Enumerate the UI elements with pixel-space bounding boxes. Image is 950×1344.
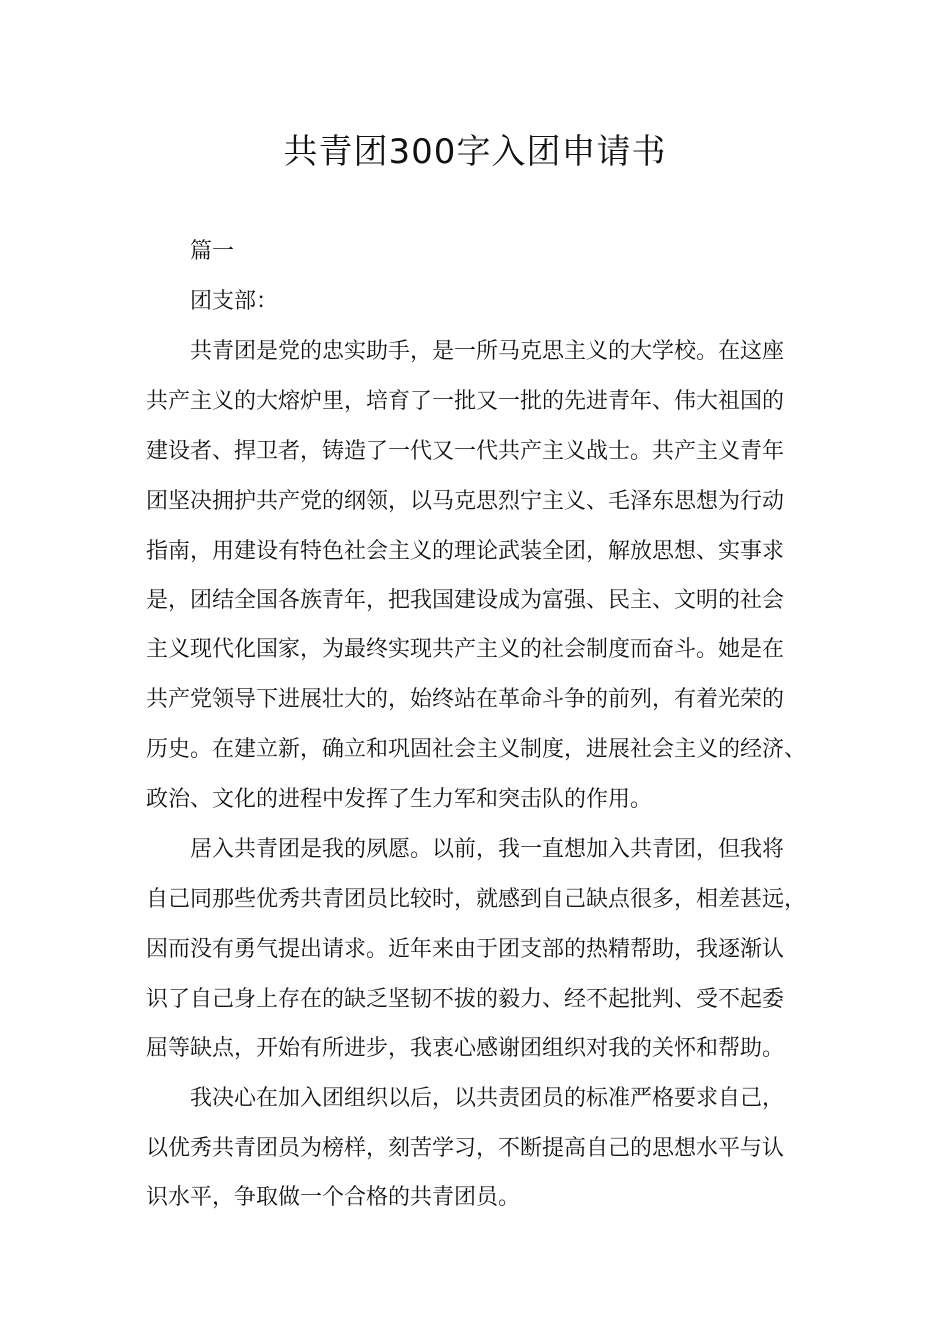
paragraph-line: 历史。在建立新，确立和巩固社会主义制度，进展社会主义的经济、 [146,737,807,762]
paragraph-line: 识水平，争取做一个合格的共青团员。 [146,1185,521,1210]
paragraph-line: 政治、文化的进程中发挥了生力军和突击队的作用。 [146,787,653,812]
paragraph-line: 共产主义的大熔炉里，培育了一批又一批的先进青年、伟大祖国的 [146,389,785,414]
paragraph-line: 以优秀共青团员为榜样，刻苦学习，不断提高自己的思想水平与认 [146,1136,785,1161]
paragraph-line: 识了自己身上存在的缺乏坚韧不拔的毅力、经不起批判、受不起委 [146,987,785,1012]
paragraph-line: 我决心在加入团组织以后，以共责团员的标准严格要求自己， [190,1086,785,1111]
section-label: 篇一 [190,239,235,264]
document-title: 共青团300字入团申请书 [283,132,667,172]
paragraph-line: 自己同那些优秀共青团员比较时，就感到自己缺点很多，相差甚远， [146,887,807,912]
paragraph-line: 共产党领导下进展壮大的，始终站在革命斗争的前列，有着光荣的 [146,687,785,712]
paragraph-line: 因而没有勇气提出请求。近年来由于团支部的热精帮助，我逐渐认 [146,937,785,962]
paragraph-line: 指南，用建设有特色社会主义的理论武装全团，解放思想、实事求 [146,539,785,564]
paragraph-line: 是，团结全国各族青年，把我国建设成为富强、民主、文明的社会 [146,588,785,613]
paragraph-line: 团坚决拥护共产党的纲领，以马克思烈宁主义、毛泽东思想为行动 [146,489,785,514]
paragraph-line: 居入共青团是我的夙愿。以前，我一直想加入共青团，但我将 [190,837,785,862]
paragraph-line: 共青团是党的忠实助手，是一所马克思主义的大学校。在这座 [190,339,785,364]
paragraph-line: 主义现代化国家，为最终实现共产主义的社会制度而奋斗。她是在 [146,637,785,662]
paragraph-line: 屈等缺点，开始有所进步，我衷心感谢团组织对我的关怀和帮助。 [146,1036,785,1061]
paragraph-line: 建设者、捍卫者，铸造了一代又一代共产主义战士。共产主义青年 [146,439,785,464]
salutation: 团支部： [190,289,279,314]
